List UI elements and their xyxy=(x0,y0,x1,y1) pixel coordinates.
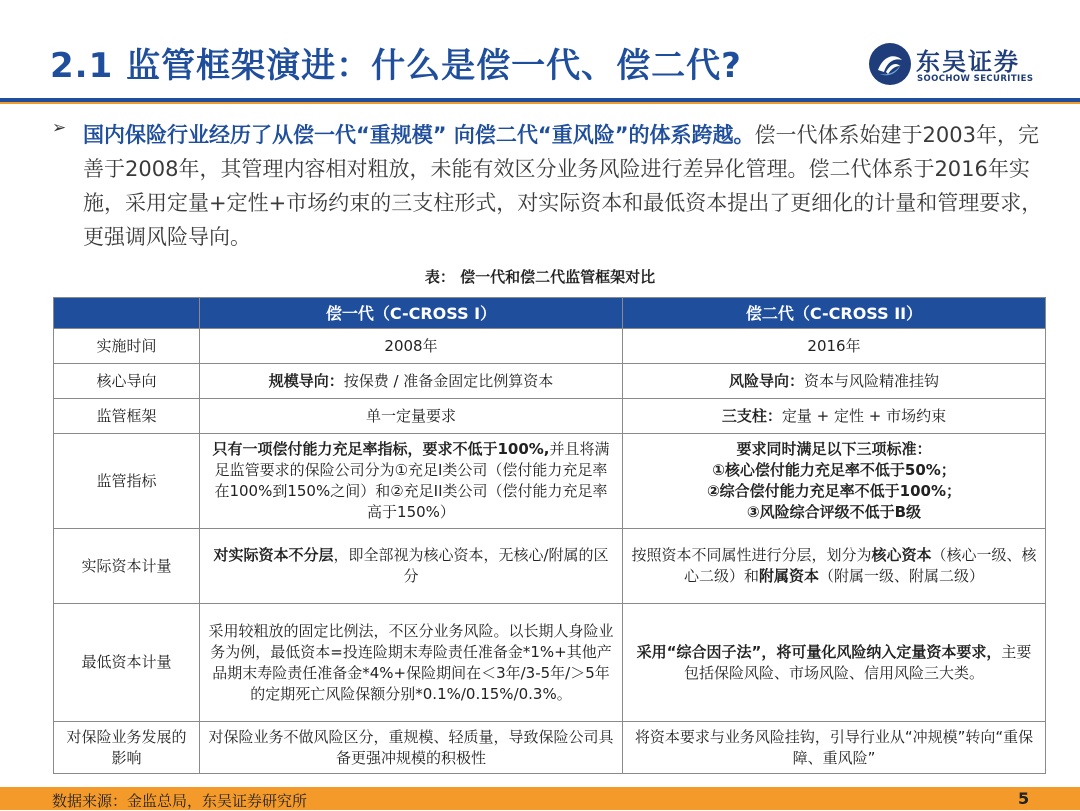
row-label: 对保险业务发展的影响 xyxy=(54,722,200,774)
page-title: 2.1 监管框架演进：什么是偿一代、偿二代? xyxy=(50,46,742,86)
table-row xyxy=(54,434,1046,529)
table-cell: 2016年 xyxy=(623,329,1046,364)
cell-bold-text: 三支柱： xyxy=(721,406,782,425)
intro-paragraph xyxy=(83,118,1043,254)
logo-text-en: SOOCHOW SECURITIES xyxy=(917,74,1034,84)
criteria-intro: 要求同时满足以下三项标准： xyxy=(736,440,932,458)
table-row xyxy=(54,529,1046,604)
cell-text: 并且将满足监管要求的保险公司分为①充足I类公司（偿付能力充足率在100%到150%之间）和②充足II类公司（偿付能力充足率高于150%） xyxy=(214,440,610,521)
criteria-item: ①核心偿付能力充足率不低于50%； xyxy=(712,461,956,479)
row-label: 监管指标 xyxy=(54,434,200,529)
page-number: 5 xyxy=(1018,789,1030,808)
cell-bold-text: 对实际资本不分层 xyxy=(213,546,334,564)
cell-bold-text: 只有一项偿付能力充足率指标，要求不低于100%, xyxy=(212,440,550,458)
soochow-logo-icon xyxy=(868,42,912,86)
cell-text: 资本与风险精准挂钩 xyxy=(804,371,940,390)
cell-text: （附属一级、附属二级） xyxy=(819,567,985,585)
table-cell: 单一定量要求 xyxy=(200,399,623,434)
data-source: 数据来源：金监总局，东吴证券研究所 xyxy=(52,792,308,810)
table-cell xyxy=(623,364,1046,399)
cell-text: 主要包括保险风险、市场风险、信用风险三大类。 xyxy=(683,642,1032,682)
table-cell xyxy=(623,399,1046,434)
table-cell: 采用较粗放的固定比例法，不区分业务风险。以长期人身险业务为例，最低资本=投连险期末寿险责任准备金*1%+其他产品期末寿险责任准备金*4%+保险期间在＜3年/3-5年/＞5年的定期死亡风险保额分别*0.1%/0.15%/0.3%。 xyxy=(200,604,623,722)
table-cell xyxy=(623,604,1046,722)
header-cell-ccross1: 偿一代（C-CROSS I） xyxy=(200,298,623,329)
table-row xyxy=(54,722,1046,774)
table-cell xyxy=(623,434,1046,529)
cell-text: （核心一级、核心二级）和 xyxy=(683,546,1037,585)
cell-text: 按保费 / 准备金固定比例算资本 xyxy=(343,371,554,390)
table-cell xyxy=(623,529,1046,604)
table-row xyxy=(54,329,1046,364)
logo-text-cn: 东吴证券 xyxy=(916,48,1020,76)
cell-text: 定量 + 定性 + 市场约束 xyxy=(781,406,947,425)
cell-bold-text: 规模导向： xyxy=(268,371,344,390)
table-cell xyxy=(200,364,623,399)
row-label: 最低资本计量 xyxy=(54,604,200,722)
cell-bold-text: 风险导向： xyxy=(728,371,804,390)
intro-body: 偿一代体系始建于2003年，完善于2008年，其管理内容相对粗放，未能有效区分业务风险进行差异化管理。偿二代体系于2016年实施，采用定量+定性+市场约束的三支柱形式，对实际资本和最低资本提出了更细化的计量和管理要求，更强调风险导向。 xyxy=(83,123,1043,249)
row-label: 实施时间 xyxy=(54,329,200,364)
table-row xyxy=(54,399,1046,434)
cell-bold-text: 附属资本 xyxy=(758,567,819,585)
table-cell xyxy=(200,434,623,529)
table-row xyxy=(54,364,1046,399)
criteria-item: ②综合偿付能力充足率不低于100%； xyxy=(706,482,962,500)
row-label: 核心导向 xyxy=(54,364,200,399)
header-cell-empty xyxy=(54,298,200,329)
comparison-table xyxy=(53,297,1046,774)
cell-text: ，即全部视为核心资本，无核心/附属的区分 xyxy=(333,546,609,585)
table-cell xyxy=(200,529,623,604)
table-cell: 2008年 xyxy=(200,329,623,364)
table-header-row xyxy=(54,298,1046,329)
bullet-arrow-icon: ➢ xyxy=(52,118,67,138)
cell-bold-text: 采用“综合因子法”，将可量化风险纳入定量资本要求， xyxy=(636,642,1002,661)
cell-bold-text: 核心资本 xyxy=(871,546,932,564)
row-label: 实际资本计量 xyxy=(54,529,200,604)
company-logo xyxy=(868,40,1038,90)
table-row xyxy=(54,604,1046,722)
header-cell-ccross2: 偿二代（C-CROSS II） xyxy=(623,298,1046,329)
table-cell: 将资本要求与业务风险挂钩，引导行业从“冲规模”转向“重保障、重风险” xyxy=(623,722,1046,774)
table-cell: 对保险业务不做风险区分，重规模、轻质量，导致保险公司具备更强冲规模的积极性 xyxy=(200,722,623,774)
intro-highlight: 国内保险行业经历了从偿一代“重规模” 向偿二代“重风险”的体系跨越。 xyxy=(83,123,755,147)
cell-text: 按照资本不同属性进行分层，划分为 xyxy=(631,546,872,564)
row-label: 监管框架 xyxy=(54,399,200,434)
header-divider-accent xyxy=(0,102,1080,104)
criteria-item: ③风险综合评级不低于B级 xyxy=(746,503,922,521)
table-caption: 表： 偿一代和偿二代监管框架对比 xyxy=(424,268,656,286)
